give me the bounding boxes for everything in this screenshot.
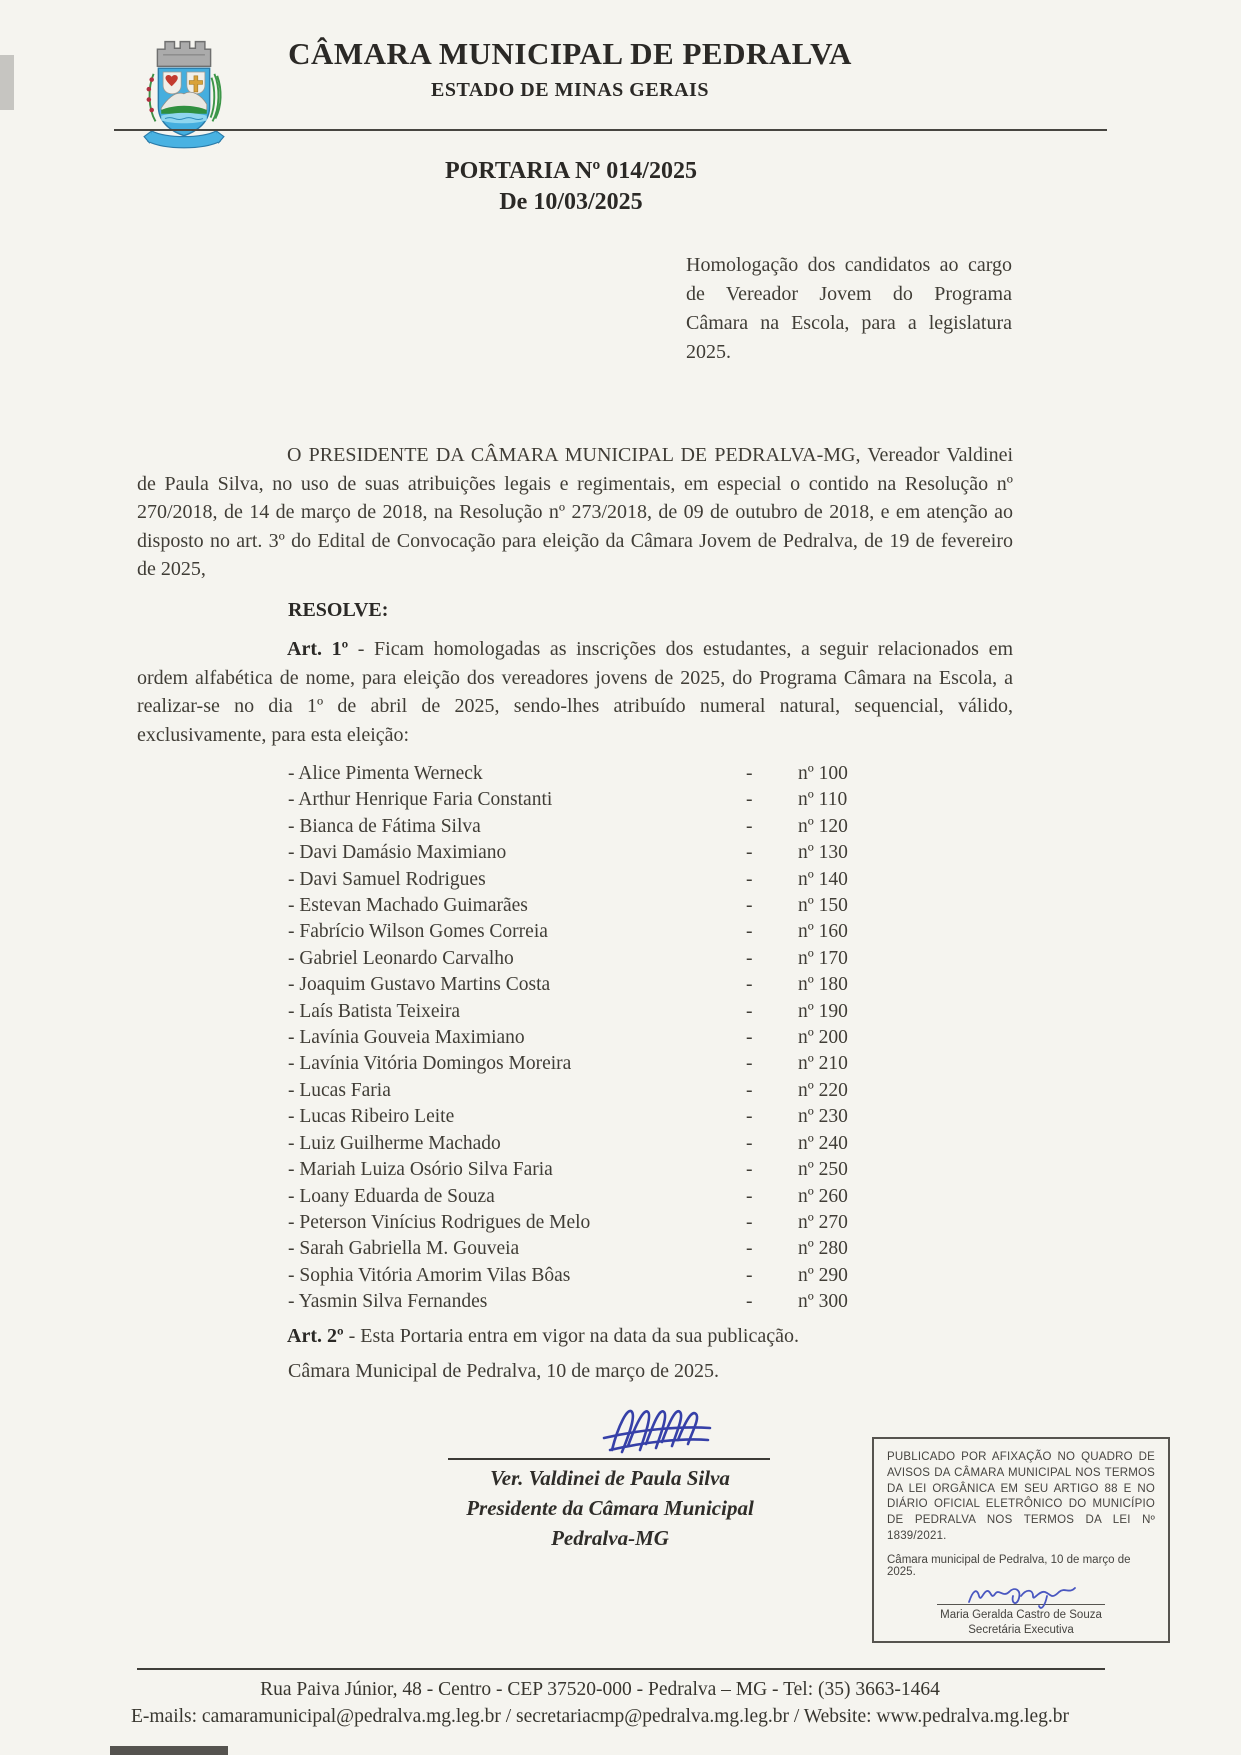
candidate-separator: - <box>746 1291 753 1313</box>
candidate-number: nº 290 <box>798 1264 848 1286</box>
footer-divider <box>137 1668 1105 1670</box>
candidate-row <box>288 814 868 840</box>
candidate-name: - Laís Batista Teixeira <box>288 1000 461 1022</box>
header-divider <box>114 129 1107 131</box>
candidate-number: nº 120 <box>798 815 848 837</box>
candidate-separator: - <box>746 763 753 784</box>
article-1-paragraph <box>137 635 1013 749</box>
article-2-paragraph <box>137 1322 1013 1351</box>
candidate-number: nº 260 <box>798 1185 848 1207</box>
candidate-row <box>288 1131 868 1157</box>
portaria-date: De 10/03/2025 <box>499 189 643 215</box>
article-2-label: Art. 2º <box>287 1325 344 1347</box>
candidate-row <box>288 1157 868 1183</box>
summary-text: Homologação dos candidatos ao cargo de Vereador Jovem do Programa Câmara na Escola, para a legislatura 2025. <box>686 254 1012 363</box>
candidate-number: nº 130 <box>798 842 848 864</box>
footer <box>100 1676 1100 1730</box>
letterhead <box>220 36 920 102</box>
candidate-number: nº 160 <box>798 921 848 943</box>
candidate-name: - Sophia Vitória Amorim Vilas Bôas <box>288 1264 571 1286</box>
candidate-name: - Yasmin Silva Fernandes <box>288 1291 488 1313</box>
secretary-name: Maria Geralda Castro de Souza <box>940 1608 1102 1621</box>
candidate-row <box>288 946 868 972</box>
candidate-name: - Fabrício Wilson Gomes Correia <box>288 921 548 943</box>
candidate-name: - Lucas Ribeiro Leite <box>288 1106 455 1128</box>
candidate-name: - Loany Eduarda de Souza <box>288 1185 495 1207</box>
candidate-separator: - <box>746 789 753 811</box>
resolve-label: RESOLVE: <box>288 599 389 621</box>
candidate-number: nº 240 <box>798 1132 848 1154</box>
candidate-row <box>288 1051 868 1077</box>
footer-contacts: E-mails: camaramunicipal@pedralva.mg.leg.br / secretariacmp@pedralva.mg.leg.br / Website: www.pedralva.mg.leg.br <box>130 1706 1070 1727</box>
publication-date: Câmara municipal de Pedralva, 10 de março de 2025. <box>887 1553 1131 1578</box>
candidate-row <box>288 893 868 919</box>
candidate-number: nº 200 <box>798 1027 848 1049</box>
candidate-name: - Lucas Faria <box>288 1079 391 1101</box>
candidate-number: nº 150 <box>798 895 848 917</box>
candidate-separator: - <box>746 1079 753 1101</box>
publication-box <box>872 1437 1170 1643</box>
candidate-row <box>288 1210 868 1236</box>
candidate-name: - Davi Damásio Maximiano <box>288 842 507 864</box>
candidate-row <box>288 1263 868 1289</box>
org-state: ESTADO DE MINAS GERAIS <box>431 79 709 101</box>
candidate-name: - Gabriel Leonardo Carvalho <box>288 947 514 969</box>
candidate-row <box>288 1289 868 1315</box>
candidate-name: - Luiz Guilherme Machado <box>288 1132 501 1154</box>
candidate-name: - Estevan Machado Guimarães <box>288 895 528 917</box>
candidate-number: nº 110 <box>798 789 848 811</box>
preamble-paragraph <box>137 441 1013 584</box>
candidate-number: nº 170 <box>798 947 848 969</box>
footer-address: Rua Paiva Júnior, 48 - Centro - CEP 37520-000 - Pedralva – MG - Tel: (35) 3663-1464 <box>260 1679 940 1700</box>
closing-line: Câmara Municipal de Pedralva, 10 de março de 2025. <box>288 1360 719 1382</box>
candidate-separator: - <box>746 921 753 943</box>
candidate-separator: - <box>746 1106 753 1128</box>
candidate-number: nº 190 <box>798 1000 848 1022</box>
candidate-name: - Lavínia Gouveia Maximiano <box>288 1027 525 1049</box>
candidate-name: - Mariah Luiza Osório Silva Faria <box>288 1159 553 1181</box>
candidate-row <box>288 1104 868 1130</box>
candidate-separator: - <box>746 1264 753 1286</box>
candidate-number: nº 100 <box>798 763 848 784</box>
candidate-number: nº 270 <box>798 1211 848 1233</box>
secretary-signature-line <box>937 1604 1105 1605</box>
candidate-row <box>288 1025 868 1051</box>
candidate-number: nº 230 <box>798 1106 848 1128</box>
candidate-number: nº 210 <box>798 1053 848 1075</box>
preamble-lead: O PRESIDENTE DA CÂMARA MUNICIPAL DE PEDRALVA-MG, <box>287 444 861 466</box>
candidate-name: - Sarah Gabriella M. Gouveia <box>288 1238 520 1260</box>
candidate-name: - Peterson Vinícius Rodrigues de Melo <box>288 1211 591 1233</box>
candidate-row <box>288 1078 868 1104</box>
candidate-name: - Davi Samuel Rodrigues <box>288 868 486 890</box>
candidate-separator: - <box>746 1000 753 1022</box>
candidate-separator: - <box>746 1027 753 1049</box>
candidate-number: nº 250 <box>798 1159 848 1181</box>
candidate-separator: - <box>746 1238 753 1260</box>
candidate-number: nº 140 <box>798 868 848 890</box>
candidate-row <box>288 761 868 787</box>
candidate-name: - Arthur Henrique Faria Constanti <box>288 789 553 811</box>
candidate-row <box>288 787 868 813</box>
candidate-row <box>288 972 868 998</box>
candidate-row <box>288 1236 868 1262</box>
candidate-separator: - <box>746 947 753 969</box>
candidate-name: - Lavínia Vitória Domingos Moreira <box>288 1053 572 1075</box>
candidate-separator: - <box>746 1053 753 1075</box>
preamble-body: Vereador Valdinei de Paula Silva, no uso de suas atribuições legais e regimentais, em especial o contido na Resolução nº 270/2018, de 14 de março de 2018, na Resolução nº 273/2018, de 09 de outubro de 2018, e em atenção ao disposto no art. 3º do Edital de Convocação para eleição da Câmara Jovem de Pedralva, de 19 de fevereiro de 2025, <box>137 444 1013 580</box>
secretary-role: Secretária Executiva <box>968 1623 1074 1636</box>
candidate-name: - Alice Pimenta Werneck <box>288 763 483 784</box>
secretary-signature-icon <box>951 1578 1091 1612</box>
candidate-number: nº 180 <box>798 974 848 996</box>
president-place: Pedralva-MG <box>551 1526 669 1550</box>
candidate-separator: - <box>746 895 753 917</box>
article-2-text: - Esta Portaria entra em vigor na data da sua publicação. <box>343 1325 799 1347</box>
candidate-row <box>288 919 868 945</box>
candidate-row <box>288 867 868 893</box>
article-1-label: Art. 1º <box>287 638 349 660</box>
candidate-separator: - <box>746 1132 753 1154</box>
candidate-separator: - <box>746 1159 753 1181</box>
president-signature-icon <box>598 1398 718 1460</box>
candidate-row <box>288 999 868 1025</box>
candidate-separator: - <box>746 1185 753 1207</box>
candidate-name: - Bianca de Fátima Silva <box>288 815 481 837</box>
candidate-number: nº 300 <box>798 1291 848 1313</box>
president-name: Ver. Valdinei de Paula Silva <box>490 1466 730 1490</box>
org-name: CÂMARA MUNICIPAL DE PEDRALVA <box>288 36 852 71</box>
candidate-separator: - <box>746 974 753 996</box>
candidate-separator: - <box>746 842 753 864</box>
scan-artifact-left <box>0 55 14 110</box>
candidate-number: nº 280 <box>798 1238 848 1260</box>
candidate-separator: - <box>746 868 753 890</box>
candidate-list <box>288 761 868 1316</box>
document-title <box>221 156 921 218</box>
candidate-name: - Joaquim Gustavo Martins Costa <box>288 974 551 996</box>
candidate-separator: - <box>746 1211 753 1233</box>
candidate-row <box>288 1184 868 1210</box>
article-1-text: - Ficam homologadas as inscrições dos estudantes, a seguir relacionados em ordem alfabética de nome, para eleição dos vereadores jovens de 2025, do Programa Câmara na Escola, a realizar-se no dia 1º de abril de 2025, sendo-lhes atribuído numeral natural, sequencial, válido, exclusivamente, para esta eleição: <box>137 638 1013 746</box>
president-role: Presidente da Câmara Municipal <box>466 1496 754 1520</box>
publication-notice: PUBLICADO POR AFIXAÇÃO NO QUADRO DE AVISOS DA CÂMARA MUNICIPAL NOS TERMOS DA LEI ORGÂNICA EM SEU ARTIGO 88 E NO DIÁRIO OFICIAL ELETRÔNICO DO MUNICÍPIO DE PEDRALVA NOS TERMOS DA LEI Nº 1839/2021. <box>887 1451 1155 1542</box>
portaria-number: PORTARIA Nº 014/2025 <box>445 158 697 184</box>
candidate-number: nº 220 <box>798 1079 848 1101</box>
candidate-row <box>288 840 868 866</box>
scan-artifact-bottom <box>110 1746 228 1755</box>
president-signature-block <box>420 1406 800 1553</box>
candidate-separator: - <box>746 815 753 837</box>
